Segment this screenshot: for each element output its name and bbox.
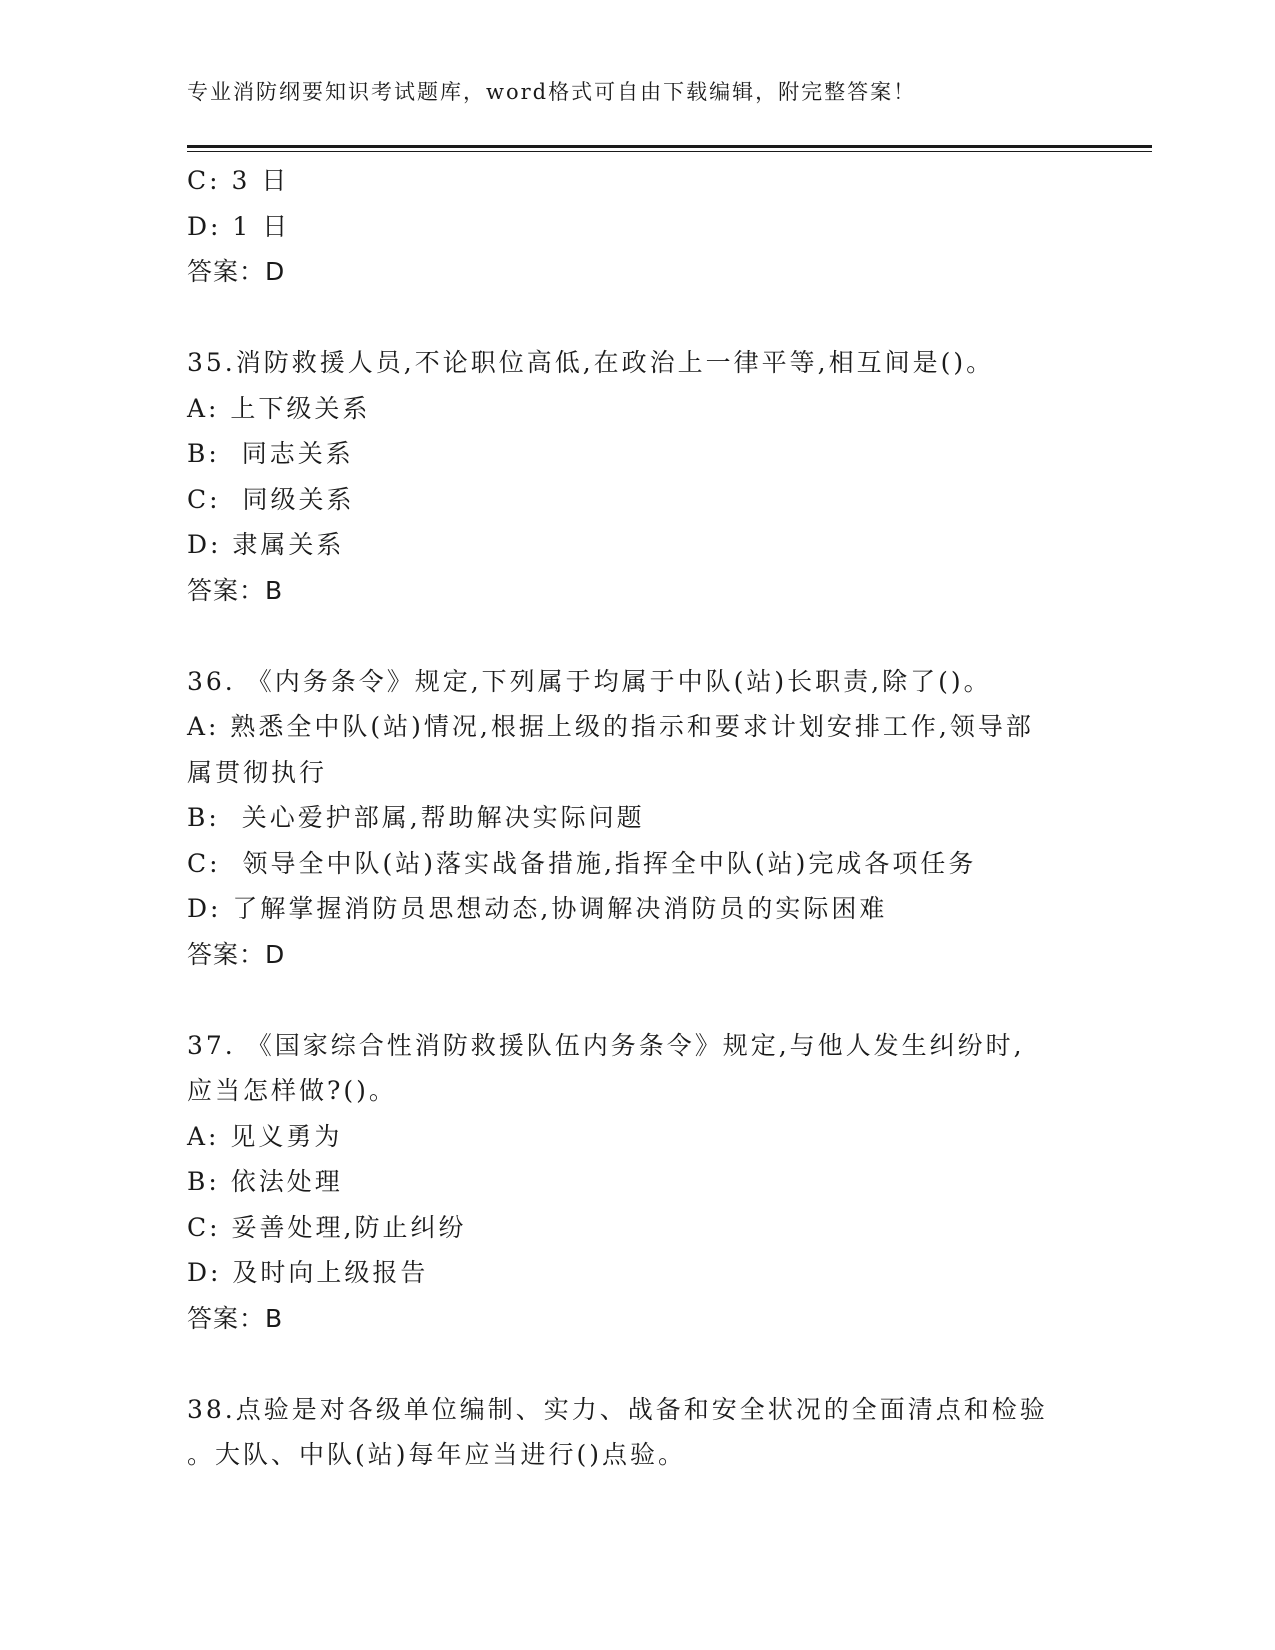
option-line: A: 熟悉全中队(站)情况,根据上级的指示和要求计划安排工作,领导部 xyxy=(187,712,1034,741)
answer-line: 答案：B xyxy=(187,575,284,605)
answer-line: 答案：D xyxy=(187,939,286,969)
option-line: C: 同级关系 xyxy=(187,484,355,514)
block-gap xyxy=(187,295,1077,341)
option-line: C: 3 日 xyxy=(187,166,290,195)
question-stem: 。大队、中队(站)每年应当进行()点验。 xyxy=(187,1440,687,1469)
question-stem: 应当怎样做?()。 xyxy=(187,1076,397,1105)
option-line: A: 上下级关系 xyxy=(187,393,371,423)
question-block xyxy=(187,340,1077,613)
block-gap xyxy=(187,1341,1077,1387)
question-list xyxy=(187,158,1077,1478)
option-line: B: 同志关系 xyxy=(187,439,354,468)
option-line: D: 了解掌握消防员思想动态,协调解决消防员的实际困难 xyxy=(187,894,888,923)
question-stem: 37. 《国家综合性消防救援队伍内务条令》规定,与他人发生纠纷时, xyxy=(187,1030,1025,1060)
question-stem: 35.消防救援人员,不论职位高低,在政治上一律平等,相互间是()。 xyxy=(187,348,995,377)
option-line: D: 隶属关系 xyxy=(187,530,345,559)
option-line: D: 及时向上级报告 xyxy=(187,1258,429,1287)
question-stem: 38.点验是对各级单位编制、实力、战备和安全状况的全面清点和检验 xyxy=(187,1394,1048,1424)
option-line: A: 见义勇为 xyxy=(187,1121,343,1151)
question-block xyxy=(187,158,1077,295)
header-rule-thick xyxy=(187,145,1152,148)
answer-line: 答案：D xyxy=(187,257,286,286)
question-block xyxy=(187,659,1077,978)
option-line: C: 妥善处理,防止纠纷 xyxy=(187,1212,467,1242)
option-line: C: 领导全中队(站)落实战备措施,指挥全中队(站)完成各项任务 xyxy=(187,848,977,878)
block-gap xyxy=(187,613,1077,659)
page-header: 专业消防纲要知识考试题库，word格式可自由下载编辑，附完整答案！ xyxy=(187,80,917,104)
question-stem: 36. 《内务条令》规定,下列属于均属于中队(站)长职责,除了()。 xyxy=(187,666,992,696)
answer-line: 答案：B xyxy=(187,1303,284,1333)
option-line: B: 依法处理 xyxy=(187,1167,343,1196)
option-line: 属贯彻执行 xyxy=(187,757,328,787)
option-line: D: 1 日 xyxy=(187,211,291,241)
block-gap xyxy=(187,977,1077,1023)
option-line: B: 关心爱护部属,帮助解决实际问题 xyxy=(187,803,645,832)
header-rule-thin xyxy=(187,151,1152,152)
question-block xyxy=(187,1023,1077,1342)
question-block xyxy=(187,1387,1077,1478)
